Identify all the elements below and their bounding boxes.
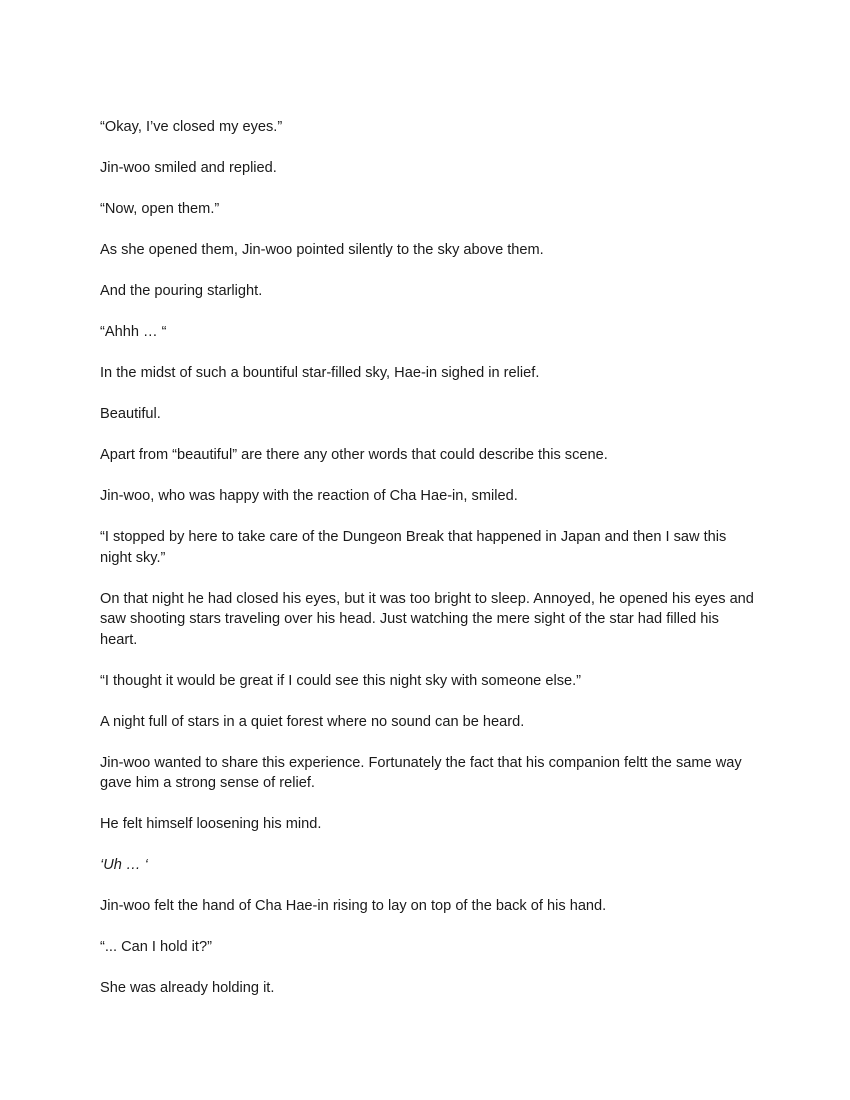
paragraph-italic-thought: ‘Uh … ‘ xyxy=(100,857,148,873)
paragraph: Jin-woo, who was happy with the reaction of Cha Hae-in, smiled. xyxy=(100,488,518,504)
paragraph: “... Can I hold it?” xyxy=(100,939,212,955)
paragraph: On that night he had closed his eyes, but it was too bright to sleep. Annoyed, he opened his eyes and saw shooting stars traveling over his head. Just watching the mere sight of the star had filled his heart. xyxy=(100,590,754,648)
paragraph: He felt himself loosening his mind. xyxy=(100,816,322,832)
paragraph: Jin-woo felt the hand of Cha Hae-in rising to lay on top of the back of his hand. xyxy=(100,898,607,914)
paragraph: Beautiful. xyxy=(100,406,161,422)
paragraph: In the midst of such a bountiful star-filled sky, Hae-in sighed in relief. xyxy=(100,365,540,381)
paragraph: A night full of stars in a quiet forest where no sound can be heard. xyxy=(100,713,525,730)
paragraph: As she opened them, Jin-woo pointed silently to the sky above them. xyxy=(100,242,544,258)
paragraph: “I thought it would be great if I could see this night sky with someone else.” xyxy=(100,672,582,689)
paragraph: Jin-woo wanted to share this experience. Fortunately the fact that his companion feltt the same way gave him a strong sense of relief. xyxy=(100,754,742,791)
paragraph: “I stopped by here to take care of the Dungeon Break that happened in Japan and then I saw this night sky.” xyxy=(100,529,727,566)
paragraph: “Okay, I’ve closed my eyes.” xyxy=(100,119,283,135)
paragraph: She was already holding it. xyxy=(100,980,275,996)
paragraph: Apart from “beautiful” are there any other words that could describe this scene. xyxy=(100,447,608,463)
paragraph: “Ahhh … “ xyxy=(100,324,167,340)
paragraph: “Now, open them.” xyxy=(100,201,220,217)
document-body xyxy=(100,117,760,1019)
paragraph: And the pouring starlight. xyxy=(100,283,263,299)
paragraph: Jin-woo smiled and replied. xyxy=(100,160,277,176)
